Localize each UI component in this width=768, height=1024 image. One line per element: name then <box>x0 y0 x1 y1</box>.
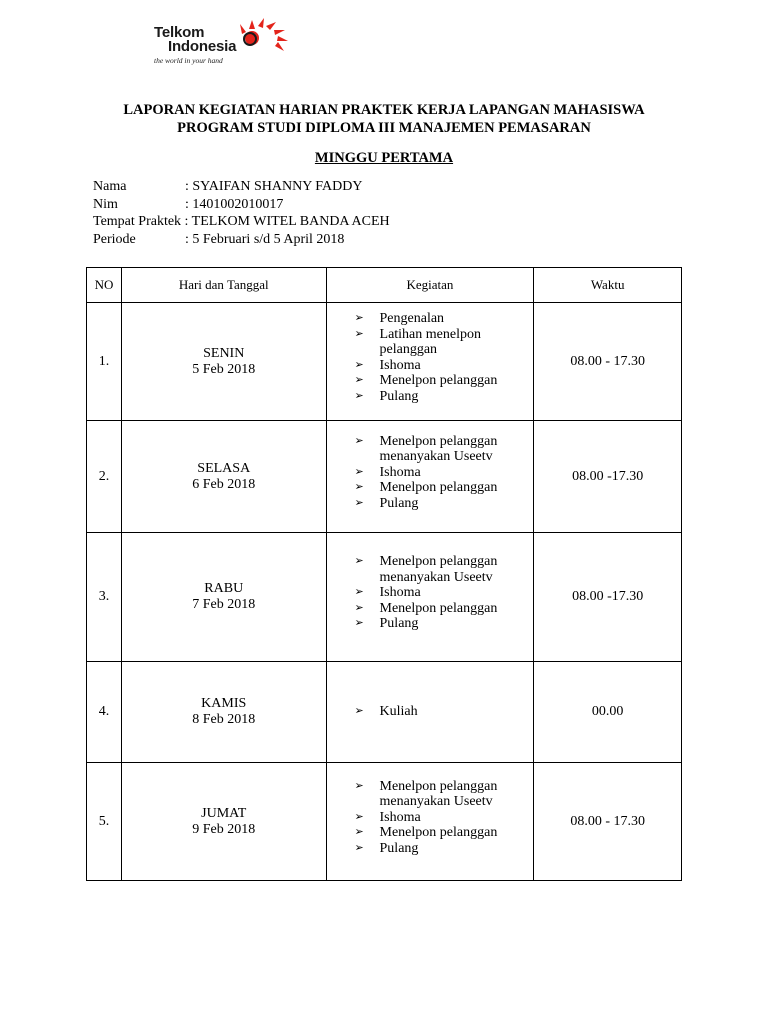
row-no: 1. <box>87 303 122 421</box>
arrow-bullet-icon: ➢ <box>354 496 364 509</box>
logo-wordmark <box>154 26 236 54</box>
row-day-date <box>121 662 326 763</box>
list-item: ➢ Latihan menelpon pelanggan <box>354 326 481 357</box>
logo-tagline: the world in your hand <box>154 56 223 65</box>
info-row-nim <box>93 196 390 214</box>
row-day: SELASA <box>197 460 251 476</box>
list-item: ➢ Menelpon pelanggan menanyakan Useetv <box>354 554 498 585</box>
row-time: 08.00 -17.30 <box>534 533 682 662</box>
info-row-tempat <box>93 213 390 231</box>
row-no: 4. <box>87 662 122 763</box>
arrow-bullet-icon: ➢ <box>354 358 364 371</box>
arrow-bullet-icon: ➢ <box>354 327 364 340</box>
header-hari: Hari dan Tanggal <box>121 268 326 303</box>
info-row-periode <box>93 231 390 249</box>
row-date: 9 Feb 2018 <box>192 821 256 837</box>
list-item: ➢ Pulang <box>354 840 419 856</box>
list-item: ➢ Kuliah <box>354 704 418 720</box>
header-kegiatan: Kegiatan <box>326 268 534 303</box>
arrow-bullet-icon: ➢ <box>354 481 364 494</box>
list-item: ➢ Menelpon pelanggan <box>354 600 498 616</box>
row-no: 5. <box>87 763 122 881</box>
row-no: 3. <box>87 533 122 662</box>
row-activities <box>326 303 534 421</box>
report-title-line1: LAPORAN KEGIATAN HARIAN PRAKTEK KERJA LAPANGAN MAHASISWA <box>123 102 645 118</box>
info-row-nama <box>93 178 390 196</box>
nim-value: : 1401002010017 <box>185 196 284 212</box>
row-time: 08.00 -17.30 <box>534 421 682 533</box>
header-waktu: Waktu <box>534 268 682 303</box>
row-time: 00.00 <box>534 662 682 763</box>
activity-list <box>355 704 528 720</box>
list-item: ➢ Pulang <box>354 388 419 404</box>
arrow-bullet-icon: ➢ <box>354 617 364 630</box>
list-item: ➢ Pengenalan <box>354 311 445 326</box>
list-item: ➢ Menelpon pelanggan <box>354 480 498 496</box>
activity-list <box>355 779 528 857</box>
activity-list <box>355 311 528 404</box>
list-item: ➢ Pulang <box>354 616 419 632</box>
table-row <box>87 421 682 533</box>
table-row <box>87 533 682 662</box>
arrow-bullet-icon: ➢ <box>354 434 364 447</box>
row-time: 08.00 - 17.30 <box>534 303 682 421</box>
telkom-logo <box>152 16 292 66</box>
arrow-bullet-icon: ➢ <box>354 389 364 402</box>
arrow-bullet-icon: ➢ <box>354 601 364 614</box>
periode-value: : 5 Februari s/d 5 April 2018 <box>185 231 345 247</box>
row-date: 5 Feb 2018 <box>192 361 256 377</box>
activity-list <box>355 434 528 512</box>
arrow-bullet-icon: ➢ <box>354 826 364 839</box>
row-day-date <box>121 303 326 421</box>
arrow-bullet-icon: ➢ <box>354 779 364 792</box>
nama-label: Nama <box>93 179 127 194</box>
row-time: 08.00 - 17.30 <box>534 763 682 881</box>
telkom-sun-icon <box>230 14 292 58</box>
row-activities <box>326 662 534 763</box>
row-day-date <box>121 763 326 881</box>
student-info <box>93 178 390 248</box>
row-day: KAMIS <box>201 696 247 711</box>
list-item: ➢ Pulang <box>354 495 419 511</box>
report-title-line2: PROGRAM STUDI DIPLOMA III MANAJEMEN PEMASARAN <box>177 120 591 136</box>
arrow-bullet-icon: ➢ <box>354 586 364 599</box>
row-activities <box>326 763 534 881</box>
periode-label: Periode <box>93 231 136 247</box>
table-header-row <box>87 268 682 303</box>
list-item: ➢ Menelpon pelanggan <box>354 373 498 388</box>
arrow-bullet-icon: ➢ <box>354 374 364 386</box>
list-item: ➢ Menelpon pelanggan menanyakan Useetv <box>354 433 498 465</box>
row-date: 8 Feb 2018 <box>192 712 256 727</box>
row-no: 2. <box>87 421 122 533</box>
week-title: MINGGU PERTAMA <box>314 150 454 166</box>
list-item: ➢ Ishoma <box>354 464 421 480</box>
row-day: SENIN <box>203 345 245 361</box>
tempat-value: : TELKOM WITEL BANDA ACEH <box>181 214 390 229</box>
header-no: NO <box>87 268 122 303</box>
row-activities <box>326 421 534 533</box>
row-day: JUMAT <box>201 805 247 821</box>
list-item: ➢ Menelpon pelanggan <box>354 825 498 841</box>
row-date: 7 Feb 2018 <box>192 597 256 612</box>
table-row <box>87 763 682 881</box>
row-activities <box>326 533 534 662</box>
table-row <box>87 303 682 421</box>
list-item: ➢ Ishoma <box>354 809 421 825</box>
tempat-label: Tempat Praktek <box>93 214 182 229</box>
arrow-bullet-icon: ➢ <box>354 841 364 854</box>
activity-list <box>355 554 528 632</box>
list-item: ➢ Menelpon pelanggan menanyakan Useetv <box>354 778 498 810</box>
nama-value: : SYAIFAN SHANNY FADDY <box>185 179 363 194</box>
activity-table <box>86 267 682 881</box>
arrow-bullet-icon: ➢ <box>354 465 364 478</box>
arrow-bullet-icon: ➢ <box>354 705 364 718</box>
row-day-date <box>121 533 326 662</box>
arrow-bullet-icon: ➢ <box>354 312 364 324</box>
arrow-bullet-icon: ➢ <box>354 555 364 568</box>
nim-label: Nim <box>93 196 118 212</box>
logo-line1: Telkom <box>154 24 205 41</box>
row-day-date <box>121 421 326 533</box>
row-date: 6 Feb 2018 <box>192 476 256 492</box>
row-day: RABU <box>204 581 244 596</box>
list-item: ➢ Ishoma <box>354 357 421 373</box>
logo-line2: Indonesia <box>168 38 237 55</box>
table-row <box>87 662 682 763</box>
list-item: ➢ Ishoma <box>354 585 421 601</box>
arrow-bullet-icon: ➢ <box>354 810 364 823</box>
